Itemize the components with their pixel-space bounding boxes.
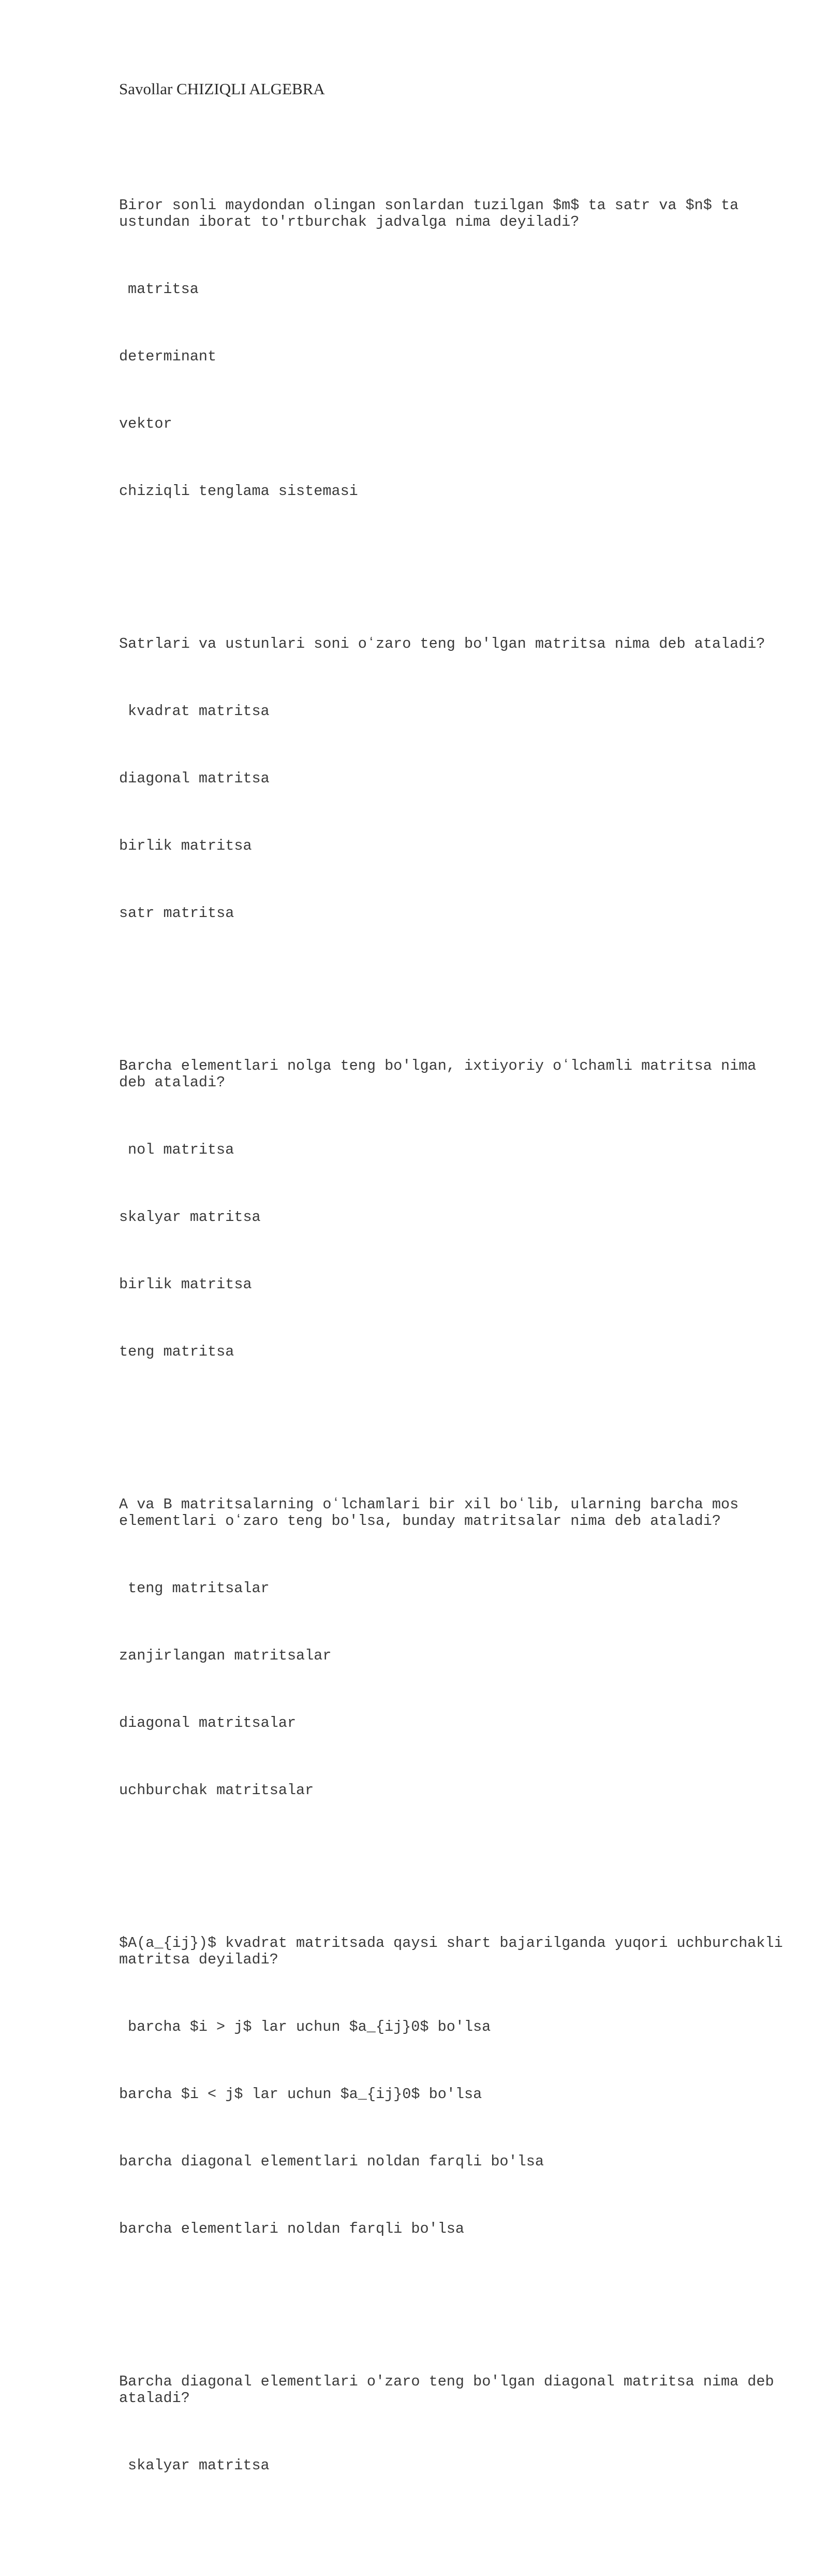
answer-option: barcha diagonal elementlari noldan farqli bo'lsa	[119, 2153, 544, 2170]
answer-option: birlik matritsa	[119, 1276, 252, 1293]
question-block	[119, 1901, 792, 2288]
answer-option: skalyar matritsa	[119, 1209, 261, 1226]
question-block	[119, 602, 792, 972]
question-text: $A(a_{ij})$ kvadrat matritsada qaysi shart bajarilganda yuqori uchburchakli matritsa deyiladi?	[119, 1934, 792, 1968]
question-text: Biror sonli maydondan olingan sonlardan tuzilgan $m$ ta satr va $n$ ta ustundan iborat to'rtburchak jadvalga nima deyiladi?	[119, 197, 748, 230]
answer-option: satr matritsa	[119, 905, 234, 922]
document-title: Savollar CHIZIQLI ALGEBRA	[119, 80, 325, 98]
question-text: Barcha diagonal elementlari o'zaro teng bo'lgan diagonal matritsa nima deb ataladi?	[119, 2373, 783, 2407]
answer-option: chiziqli tenglama sistemasi	[119, 483, 358, 500]
question-text: Satrlari va ustunlari soni oʻzaro teng bo'lgan matritsa nima deb ataladi?	[119, 635, 765, 652]
answer-option: teng matritsalar	[128, 1580, 270, 1597]
question-text: A va B matritsalarning oʻlchamlari bir xil boʻlib, ularning barcha mos elementlari oʻzaro teng bo'lsa, bunday matritsalar nima deb ataladi?	[119, 1496, 748, 1530]
answer-option: uchburchak matritsalar	[119, 1782, 314, 1799]
answer-option: vektor	[119, 415, 172, 432]
answer-option: diagonal matritsalar	[119, 1714, 297, 1731]
answer-option: barcha $i < j$ lar uchun $a_{ij}0$ bo'lsa	[119, 2086, 482, 2103]
answer-option: diagonal matritsa	[119, 770, 270, 787]
answer-option: barcha elementlari noldan farqli bo'lsa	[119, 2220, 465, 2237]
answer-option: barcha $i > j$ lar uchun $a_{ij}0$ bo'lsa	[128, 2018, 491, 2035]
answer-option: kvadrat matritsa	[128, 703, 270, 720]
answer-option: matritsa	[128, 281, 199, 298]
answer-option: nol matritsa	[128, 1141, 234, 1158]
question-block	[119, 163, 792, 550]
question-block	[119, 2339, 792, 2525]
answer-option: skalyar matritsa	[128, 2457, 270, 2474]
question-block	[119, 1024, 792, 1411]
answer-option: birlik matritsa	[119, 837, 252, 854]
answer-option: zanjirlangan matritsalar	[119, 1647, 332, 1664]
document-page	[119, 78, 792, 2576]
answer-option: teng matritsa	[119, 1343, 234, 1360]
question-list	[119, 112, 792, 2576]
question-block	[119, 1462, 792, 1850]
question-text: Barcha elementlari nolga teng bo'lgan, ixtiyoriy oʻlchamli matritsa nima deb ataladi?	[119, 1057, 765, 1091]
answer-option: determinant	[119, 348, 217, 365]
